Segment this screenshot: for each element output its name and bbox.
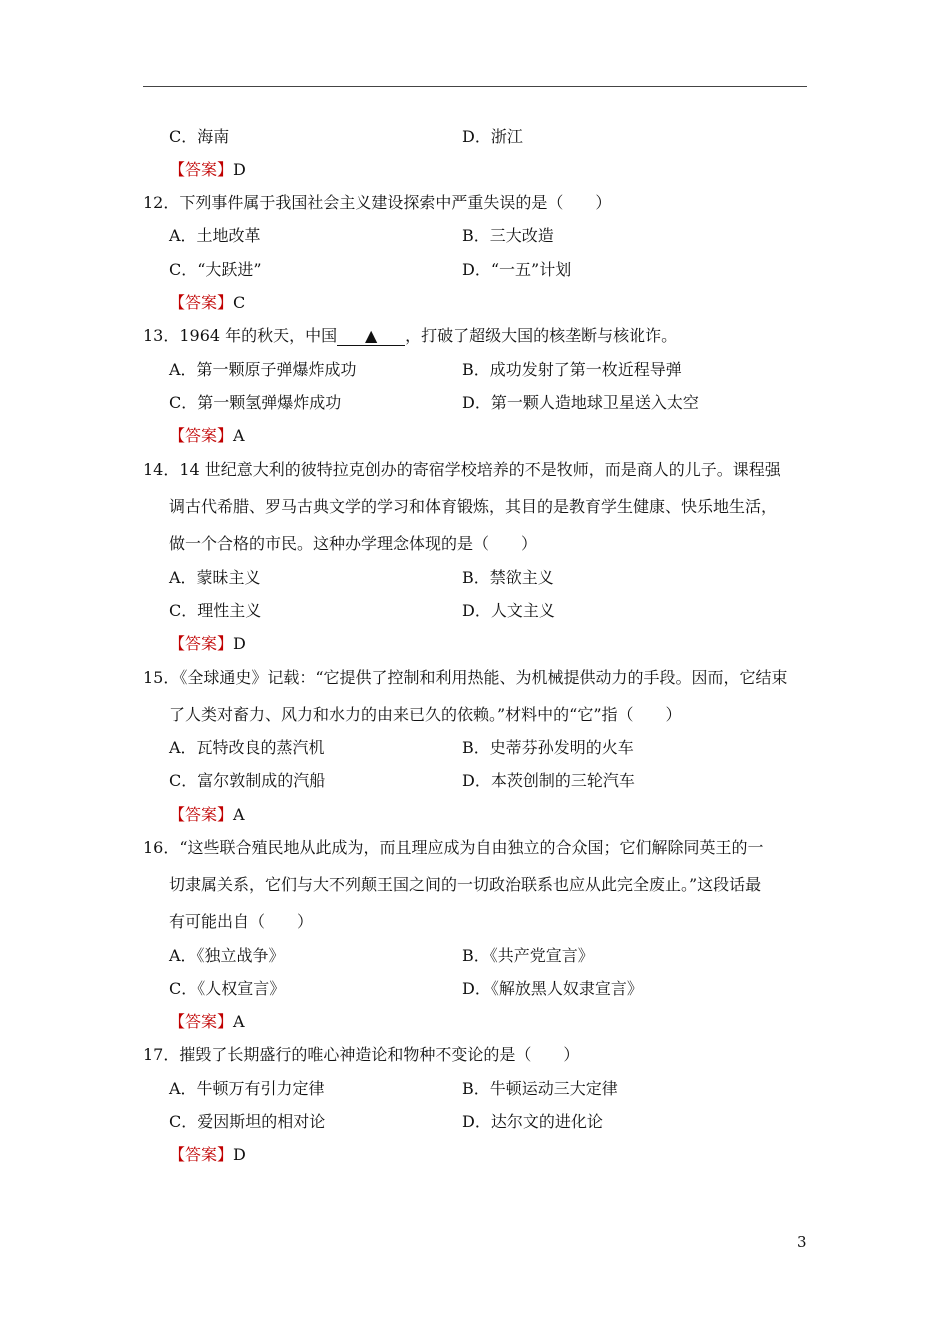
q11-option-d: D．浙江 [462, 127, 523, 146]
q13-stem-post: ，打破了超级大国的核垄断与核讹诈。 [405, 326, 678, 345]
answer-value: A [233, 1012, 245, 1031]
q12-option-c: C．“大跃进” [169, 260, 262, 279]
q17-option-b: B．牛顿运动三大定律 [462, 1079, 618, 1098]
q17-option-a: A．牛顿万有引力定律 [169, 1079, 325, 1098]
q14-stem-line-2: 调古代希腊、罗马古典文学的学习和体育锻炼，其目的是教育学生健康、快乐地生活， [169, 497, 778, 516]
q15-option-c: C．富尔敦制成的汽船 [169, 771, 326, 790]
answer-value: A [233, 805, 245, 824]
q17-stem: 17．摧毁了长期盛行的唯心神造论和物种不变论的是（ ） [143, 1045, 580, 1064]
q11-answer [169, 160, 246, 180]
answer-value: D [233, 160, 246, 179]
q15-option-b: B．史蒂芬孙发明的火车 [462, 738, 634, 757]
q12-answer [169, 293, 245, 313]
q13-option-d: D．第一颗人造地球卫星送入太空 [462, 393, 699, 412]
q12-option-b: B．三大改造 [462, 226, 554, 245]
q14-option-b: B．禁欲主义 [462, 568, 554, 587]
q12-option-a: A．土地改革 [169, 226, 261, 245]
q16-option-c: C．《人权宣言》 [169, 979, 286, 998]
answer-value: A [233, 426, 245, 445]
q13-option-b: B．成功发射了第一枚近程导弹 [462, 360, 682, 379]
q16-option-b: B．《共产党宣言》 [462, 946, 594, 965]
q14-option-d: D．人文主义 [462, 601, 555, 620]
q13-blank: ▲ [337, 327, 405, 346]
q13-stem [143, 326, 677, 346]
answer-value: D [233, 1145, 246, 1164]
q16-stem-line-2: 切隶属关系，它们与大不列颠王国之间的一切政治联系也应从此完全废止。”这段话最 [169, 875, 762, 894]
answer-value: D [233, 634, 246, 653]
q13-option-a: A．第一颗原子弹爆炸成功 [169, 360, 357, 379]
answer-label: 【答案】 [169, 805, 234, 824]
answer-label: 【答案】 [169, 160, 234, 179]
q14-option-a: A．蒙昧主义 [169, 568, 261, 587]
answer-label: 【答案】 [169, 1145, 234, 1164]
q11-option-c: C．海南 [169, 127, 230, 146]
q17-answer [169, 1145, 246, 1165]
q17-option-d: D．达尔文的进化论 [462, 1112, 603, 1131]
q16-stem-line-3: 有可能出自（ ） [169, 912, 314, 931]
answer-value: C [233, 293, 246, 312]
q15-option-a: A．瓦特改良的蒸汽机 [169, 738, 325, 757]
q16-answer [169, 1012, 245, 1032]
page-number: 3 [797, 1233, 807, 1251]
q16-option-a: A．《独立战争》 [169, 946, 285, 965]
q16-stem-line-1: 16．“这些联合殖民地从此成为，而且理应成为自由独立的合众国；它们解除同英王的一 [143, 838, 764, 857]
q14-stem-line-3: 做一个合格的市民。这种办学理念体现的是（ ） [169, 534, 538, 553]
q12-option-d: D．“一五”计划 [462, 260, 572, 279]
q15-answer [169, 805, 245, 825]
answer-label: 【答案】 [169, 634, 234, 653]
q15-stem-line-1: 15．《全球通史》记载：“它提供了控制和利用热能、为机械提供动力的手段。因而，它结束 [143, 668, 788, 687]
header-rule [143, 86, 807, 87]
q12-stem: 12．下列事件属于我国社会主义建设探索中严重失误的是（ ） [143, 193, 612, 212]
q14-option-c: C．理性主义 [169, 601, 262, 620]
q13-answer [169, 426, 245, 446]
q15-stem-line-2: 了人类对畜力、风力和水力的由来已久的依赖。”材料中的“它”指（ ） [169, 705, 682, 724]
q16-option-d: D．《解放黑人奴隶宣言》 [462, 979, 643, 998]
q13-stem-pre: 13．1964 年的秋天，中国 [143, 326, 338, 345]
answer-label: 【答案】 [169, 293, 234, 312]
q15-option-d: D．本茨创制的三轮汽车 [462, 771, 635, 790]
q17-option-c: C．爱因斯坦的相对论 [169, 1112, 326, 1131]
q14-answer [169, 634, 246, 654]
answer-label: 【答案】 [169, 1012, 234, 1031]
q13-option-c: C．第一颗氢弹爆炸成功 [169, 393, 342, 412]
q14-stem-line-1: 14．14 世纪意大利的彼特拉克创办的寄宿学校培养的不是牧师，而是商人的儿子。课程强 [143, 460, 781, 479]
answer-label: 【答案】 [169, 426, 234, 445]
